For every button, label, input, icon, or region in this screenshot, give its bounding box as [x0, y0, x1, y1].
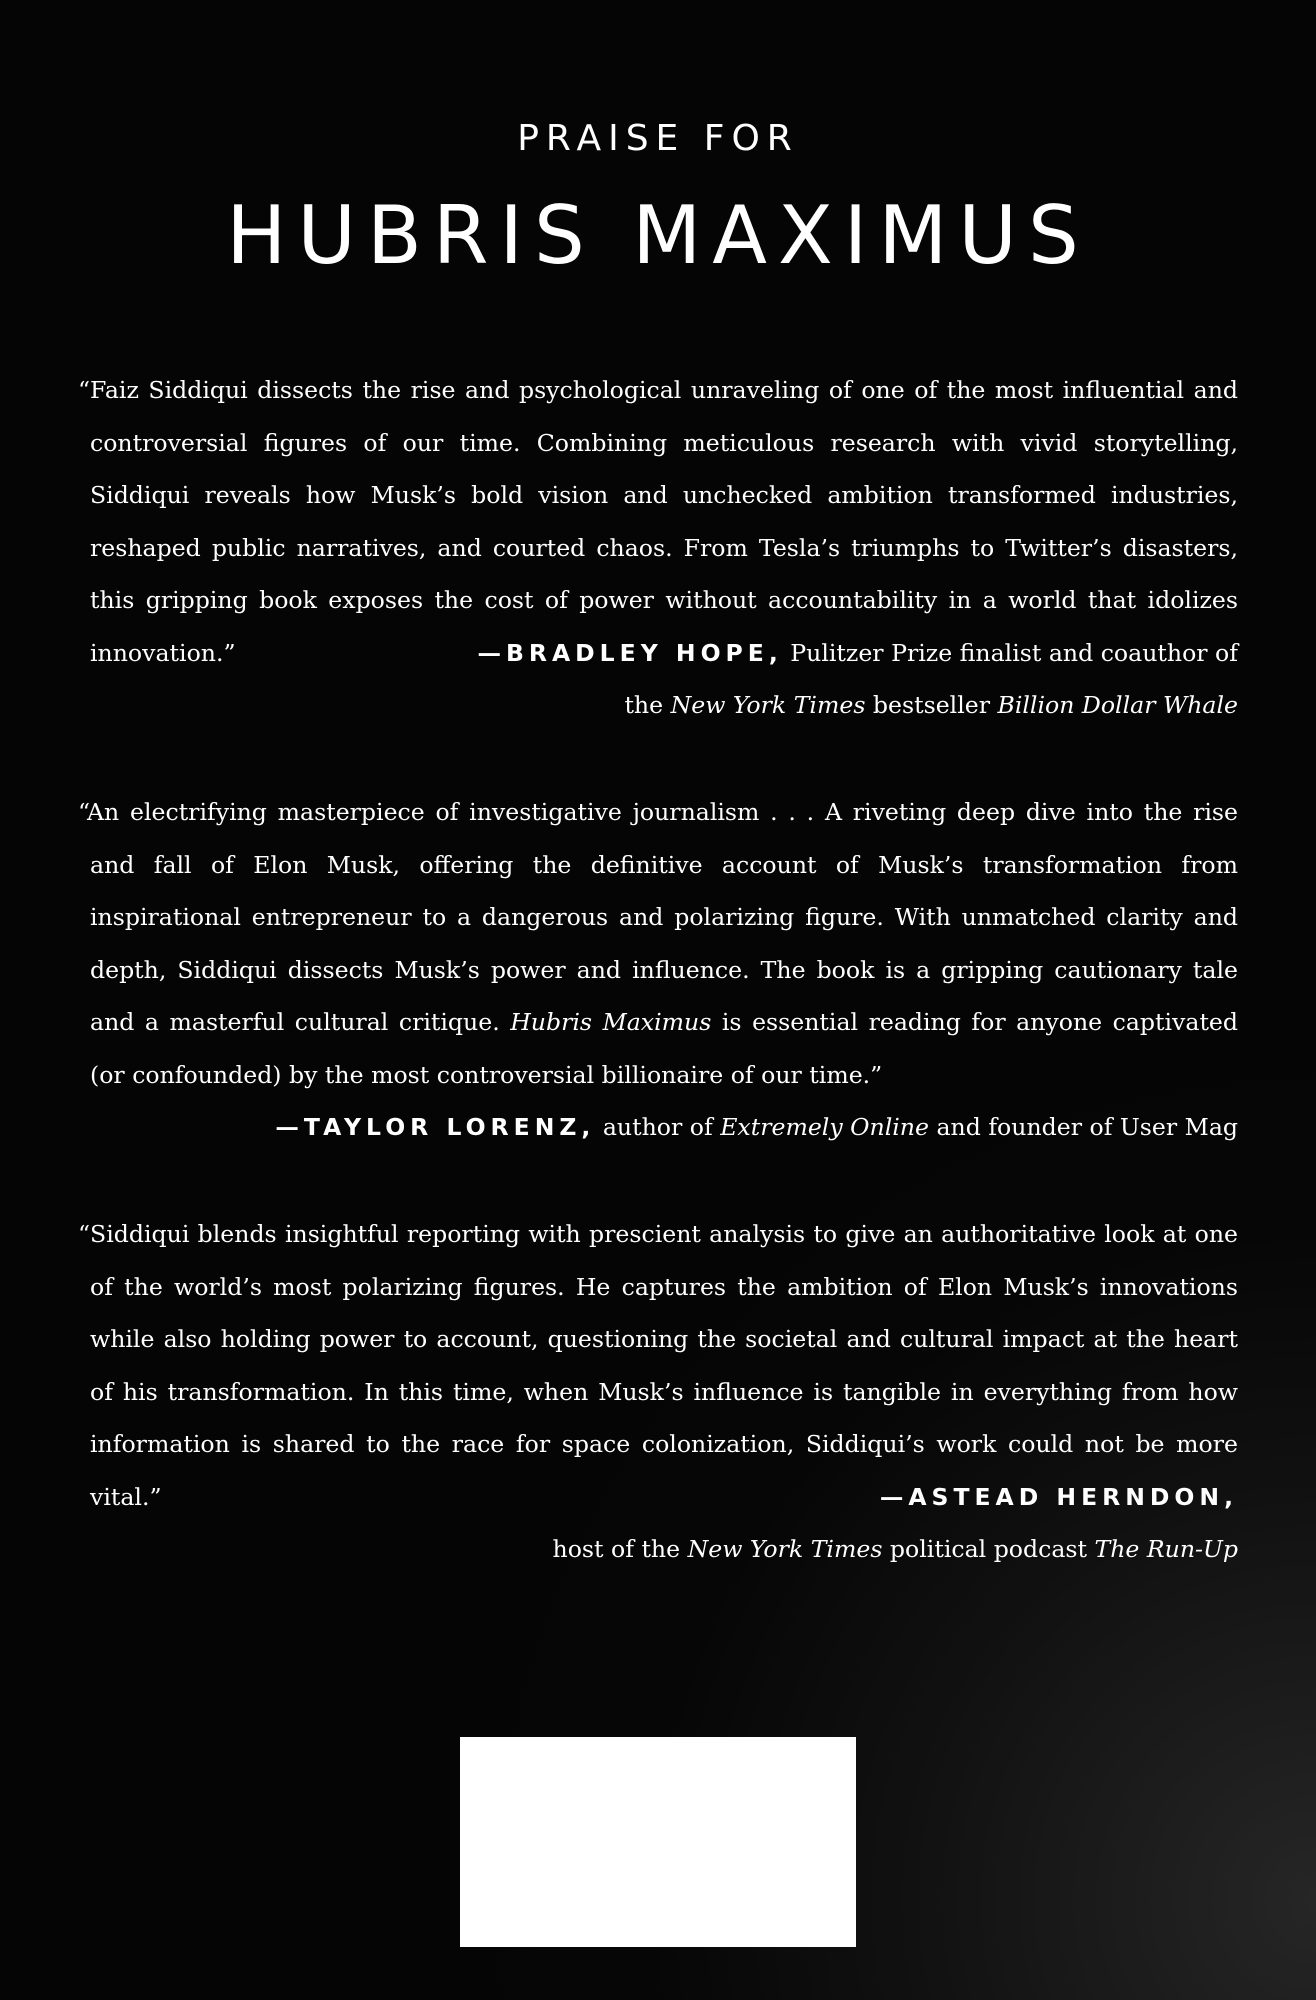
blurb-text: “An electrifying masterpiece of investigative journalism . . . A riveting deep dive into the rise and fall of Elon Musk, offering the definitive account of Musk’s transformation from inspirational entrepreneur to a dangerous and polarizing figure. With unmatched clarity and depth, Siddiqui dissects Musk’s power and influence. The book is a gripping cautionary tale and a masterful cultural critique. [78, 798, 1238, 1036]
barcode-placeholder [460, 1737, 856, 1947]
blurb-taylor-lorenz: “An electrifying masterpiece of investigative journalism . . . A riveting deep dive into the rise and fall of Elon Musk, offering the definitive account of Musk’s transformation from inspirational entrepreneur to a dangerous and polarizing figure. With unmatched clarity and depth, Siddiqui dissects Musk’s power and influence. The book is a gripping cautionary tale and a masterful cultural critique. Hubris Maximus is essential reading for anyone captivated (or confounded) by the most controversial billionaire of our time.” —TAYLOR LORENZ, author of Extremely Online and founder of User Mag [90, 786, 1238, 1154]
attribution-name: —TAYLOR LORENZ, [275, 1113, 596, 1141]
attribution-name-inline [879, 1471, 1238, 1524]
blurb-text: “Faiz Siddiqui dissects the rise and psychological unraveling of one of the most influential and controversial figures of our time. Combining meticulous research with vivid storytelling, Siddiqui reveals how Musk’s bold vision and unchecked ambition transformed industries, reshaped public narratives, and courted chaos. From Tesla’s triumphs to Twitter’s disasters, this gripping book exposes the cost of power without accountability in a world that idolizes innovation.” [78, 376, 1238, 667]
praise-for-heading: PRAISE FOR [517, 118, 799, 159]
attribution-role-line: host of the New York Times political podcast The Run-Up [552, 1535, 1238, 1563]
blurb-bradley-hope [78, 364, 1238, 732]
blurb-astead-herndon [78, 1208, 1238, 1576]
attribution-name: —BRADLEY HOPE, [477, 638, 783, 667]
book-title: HUBRIS MAXIMUS [226, 189, 1090, 282]
blurb-attribution: —TAYLOR LORENZ, author of Extremely Online and founder of User Mag [275, 1113, 1238, 1141]
blurb-text: “Siddiqui blends insightful reporting with prescient analysis to give an authoritative look at one of the world’s most polarizing figures. He captures the ambition of Elon Musk’s innovations while also holding power to account, questioning the societal and cultural impact at the heart of his transformation. In this time, when Musk’s influence is tangible in everything from how information is shared to the race for space colonization, Siddiqui’s work could not be more vital.” [78, 1220, 1238, 1511]
attribution-role-line: the New York Times bestseller Billion Dollar Whale [624, 691, 1238, 719]
blurb-attribution [477, 627, 1238, 680]
attribution-role: Pulitzer Prize finalist and coauthor of [782, 638, 1238, 667]
attribution-name: —ASTEAD HERNDON, [879, 1482, 1238, 1511]
